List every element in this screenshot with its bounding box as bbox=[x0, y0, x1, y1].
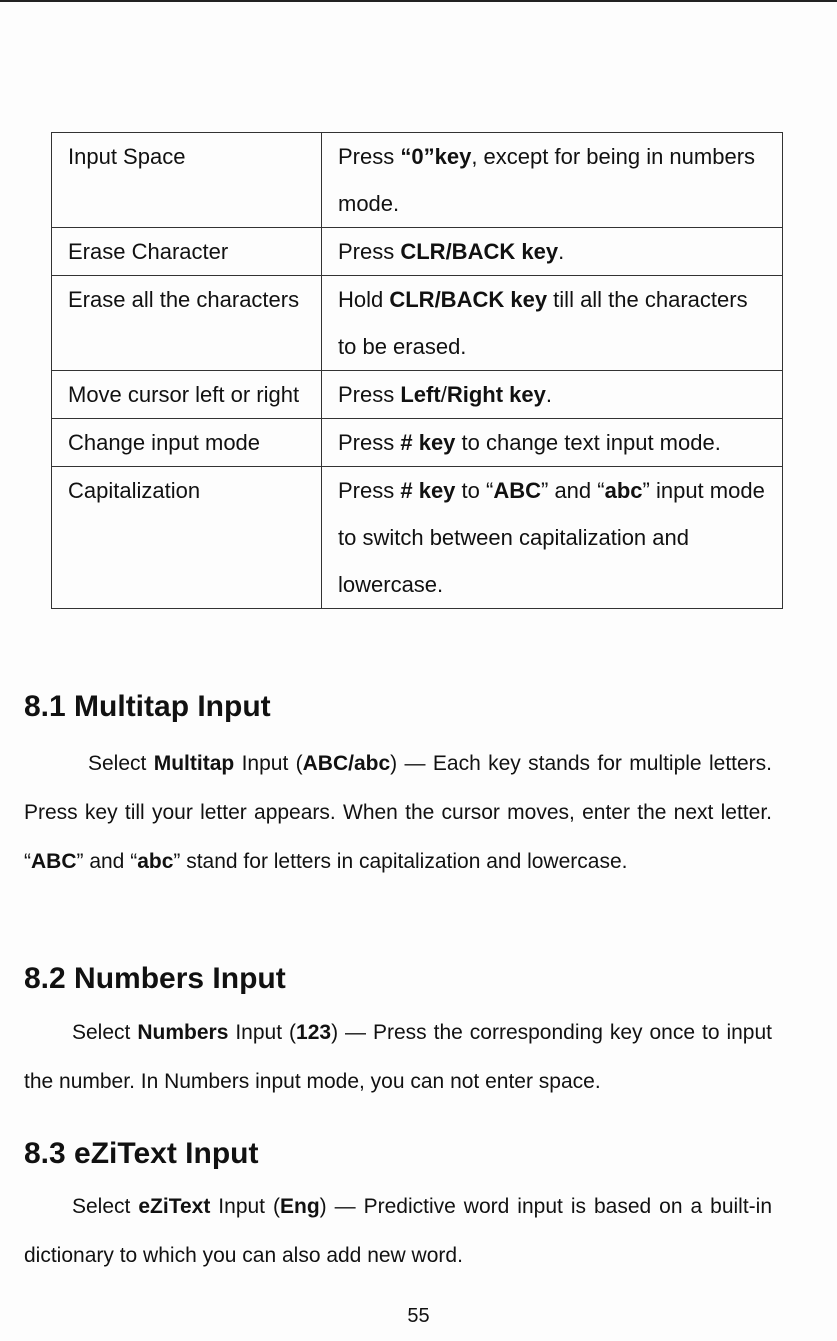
bold-text: Eng bbox=[280, 1195, 320, 1218]
document-page bbox=[0, 2, 837, 1341]
section-body-ezitext: Select eZiText Input (Eng) — Predictive word input is based on a built-in dictionary to which you can also add new word. bbox=[24, 1195, 773, 1267]
table-row bbox=[52, 419, 783, 467]
action-cell: Erase all the characters bbox=[52, 276, 322, 371]
bold-text: ABC bbox=[493, 478, 541, 503]
bold-text: “0”key bbox=[400, 144, 472, 169]
action-cell: Move cursor left or right bbox=[52, 371, 322, 419]
section-body-multitap: Select Multitap Input (ABC/abc) — Each key stands for multiple letters. Press key till your letter appears. When the cursor moves, enter the next letter. “ABC” and “abc” stand for letters in capitalization and lowercase. bbox=[24, 752, 772, 873]
table-row bbox=[52, 276, 783, 371]
bold-text: Numbers bbox=[137, 1021, 229, 1044]
description-cell: Press Left/Right key. bbox=[322, 371, 783, 419]
action-cell: Capitalization bbox=[52, 467, 322, 609]
bold-text: CLR/BACK key bbox=[389, 287, 548, 312]
table-row bbox=[52, 371, 783, 419]
bold-text: Right key bbox=[446, 382, 546, 407]
description-cell: Hold CLR/BACK key till all the characters to be erased. bbox=[322, 276, 783, 371]
section-body-numbers: Select Numbers Input (123) — Press the corresponding key once to input the number. In Numbers input mode, you can not enter space. bbox=[24, 1021, 773, 1093]
bold-text: abc bbox=[604, 478, 643, 503]
description-cell: Press # key to “ABC” and “abc” input mode to switch between capitalization and lowercase. bbox=[322, 467, 783, 609]
section-heading-numbers: 8.2 Numbers Input bbox=[24, 962, 286, 995]
bold-text: 123 bbox=[296, 1021, 332, 1044]
action-cell: Input Space bbox=[52, 133, 322, 228]
description-cell: Press “0”key, except for being in numbers mode. bbox=[322, 133, 783, 228]
description-cell: Press CLR/BACK key. bbox=[322, 228, 783, 276]
bold-text: eZiText bbox=[138, 1195, 211, 1218]
bold-text: # key bbox=[400, 430, 456, 455]
bold-text: abc bbox=[137, 850, 174, 873]
section-heading-ezitext: 8.3 eZiText Input bbox=[24, 1137, 259, 1170]
table-row bbox=[52, 133, 783, 228]
bold-text: CLR/BACK key bbox=[400, 239, 559, 264]
table-row bbox=[52, 467, 783, 609]
table-row bbox=[52, 228, 783, 276]
section-heading-multitap: 8.1 Multitap Input bbox=[24, 690, 271, 723]
bold-text: ABC bbox=[31, 850, 77, 873]
bold-text: ABC/abc bbox=[302, 752, 391, 775]
action-cell: Change input mode bbox=[52, 419, 322, 467]
bold-text: # key bbox=[400, 478, 456, 503]
bold-text: Multitap bbox=[153, 752, 235, 775]
action-cell: Erase Character bbox=[52, 228, 322, 276]
description-cell: Press # key to change text input mode. bbox=[322, 419, 783, 467]
page-number: 55 bbox=[407, 1305, 430, 1327]
bold-text: Left bbox=[400, 382, 441, 407]
input-keys-table bbox=[51, 132, 783, 609]
